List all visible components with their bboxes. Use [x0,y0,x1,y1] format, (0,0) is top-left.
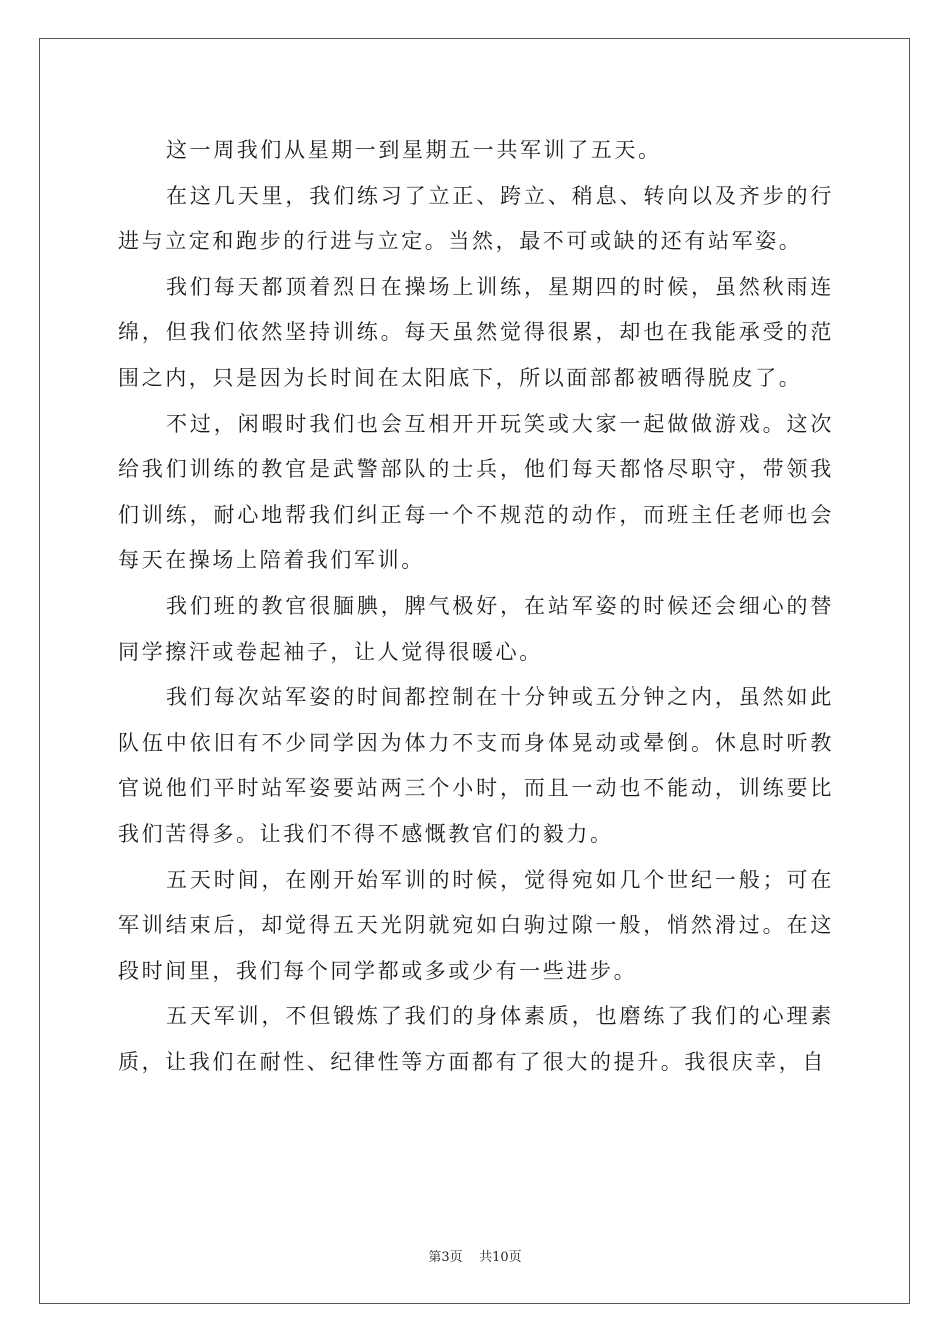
paragraph-6: 我们每次站军姿的时间都控制在十分钟或五分钟之内，虽然如此队伍中依旧有不少同学因为体力不支而身体晃动或晕倒。休息时听教官说他们平时站军姿要站两三个小时，而且一动也不能动，训练要比我们苦得多。让我们不得不感慨教官们的毅力。 [118,685,834,846]
paragraph-2: 在这几天里，我们练习了立正、跨立、稍息、转向以及齐步的行进与立定和跑步的行进与立定。当然，最不可或缺的还有站军姿。 [118,183,834,254]
paragraph-7: 五天时间，在刚开始军训的时候，觉得宛如几个世纪一般；可在军训结束后，却觉得五天光阴就宛如白驹过隙一般，悄然滑过。在这段时间里，我们每个同学都或多或少有一些进步。 [118,867,834,983]
paragraph-3: 我们每天都顶着烈日在操场上训练，星期四的时候，虽然秋雨连绵，但我们依然坚持训练。每天虽然觉得很累，却也在我能承受的范围之内，只是因为长时间在太阳底下，所以面部都被晒得脱皮了。 [118,274,834,390]
document-body [118,128,834,1085]
paragraph-1: 这一周我们从星期一到星期五一共军训了五天。 [166,138,662,162]
page-number-footer: 第3页 共10页 [428,1250,522,1265]
paragraph-5: 我们班的教官很腼腆，脾气极好，在站军姿的时候还会细心的替同学擦汗或卷起袖子，让人觉得很暖心。 [118,593,834,664]
paragraph-8: 五天军训，不但锻炼了我们的身体素质，也磨练了我们的心理素质，让我们在耐性、纪律性等方面都有了很大的提升。我很庆幸，自 [118,1004,834,1074]
paragraph-4: 不过，闲暇时我们也会互相开开玩笑或大家一起做做游戏。这次给我们训练的教官是武警部队的士兵，他们每天都恪尽职守，带领我们训练，耐心地帮我们纠正每一个不规范的动作，而班主任老师也会每天在操场上陪着我们军训。 [118,411,834,573]
